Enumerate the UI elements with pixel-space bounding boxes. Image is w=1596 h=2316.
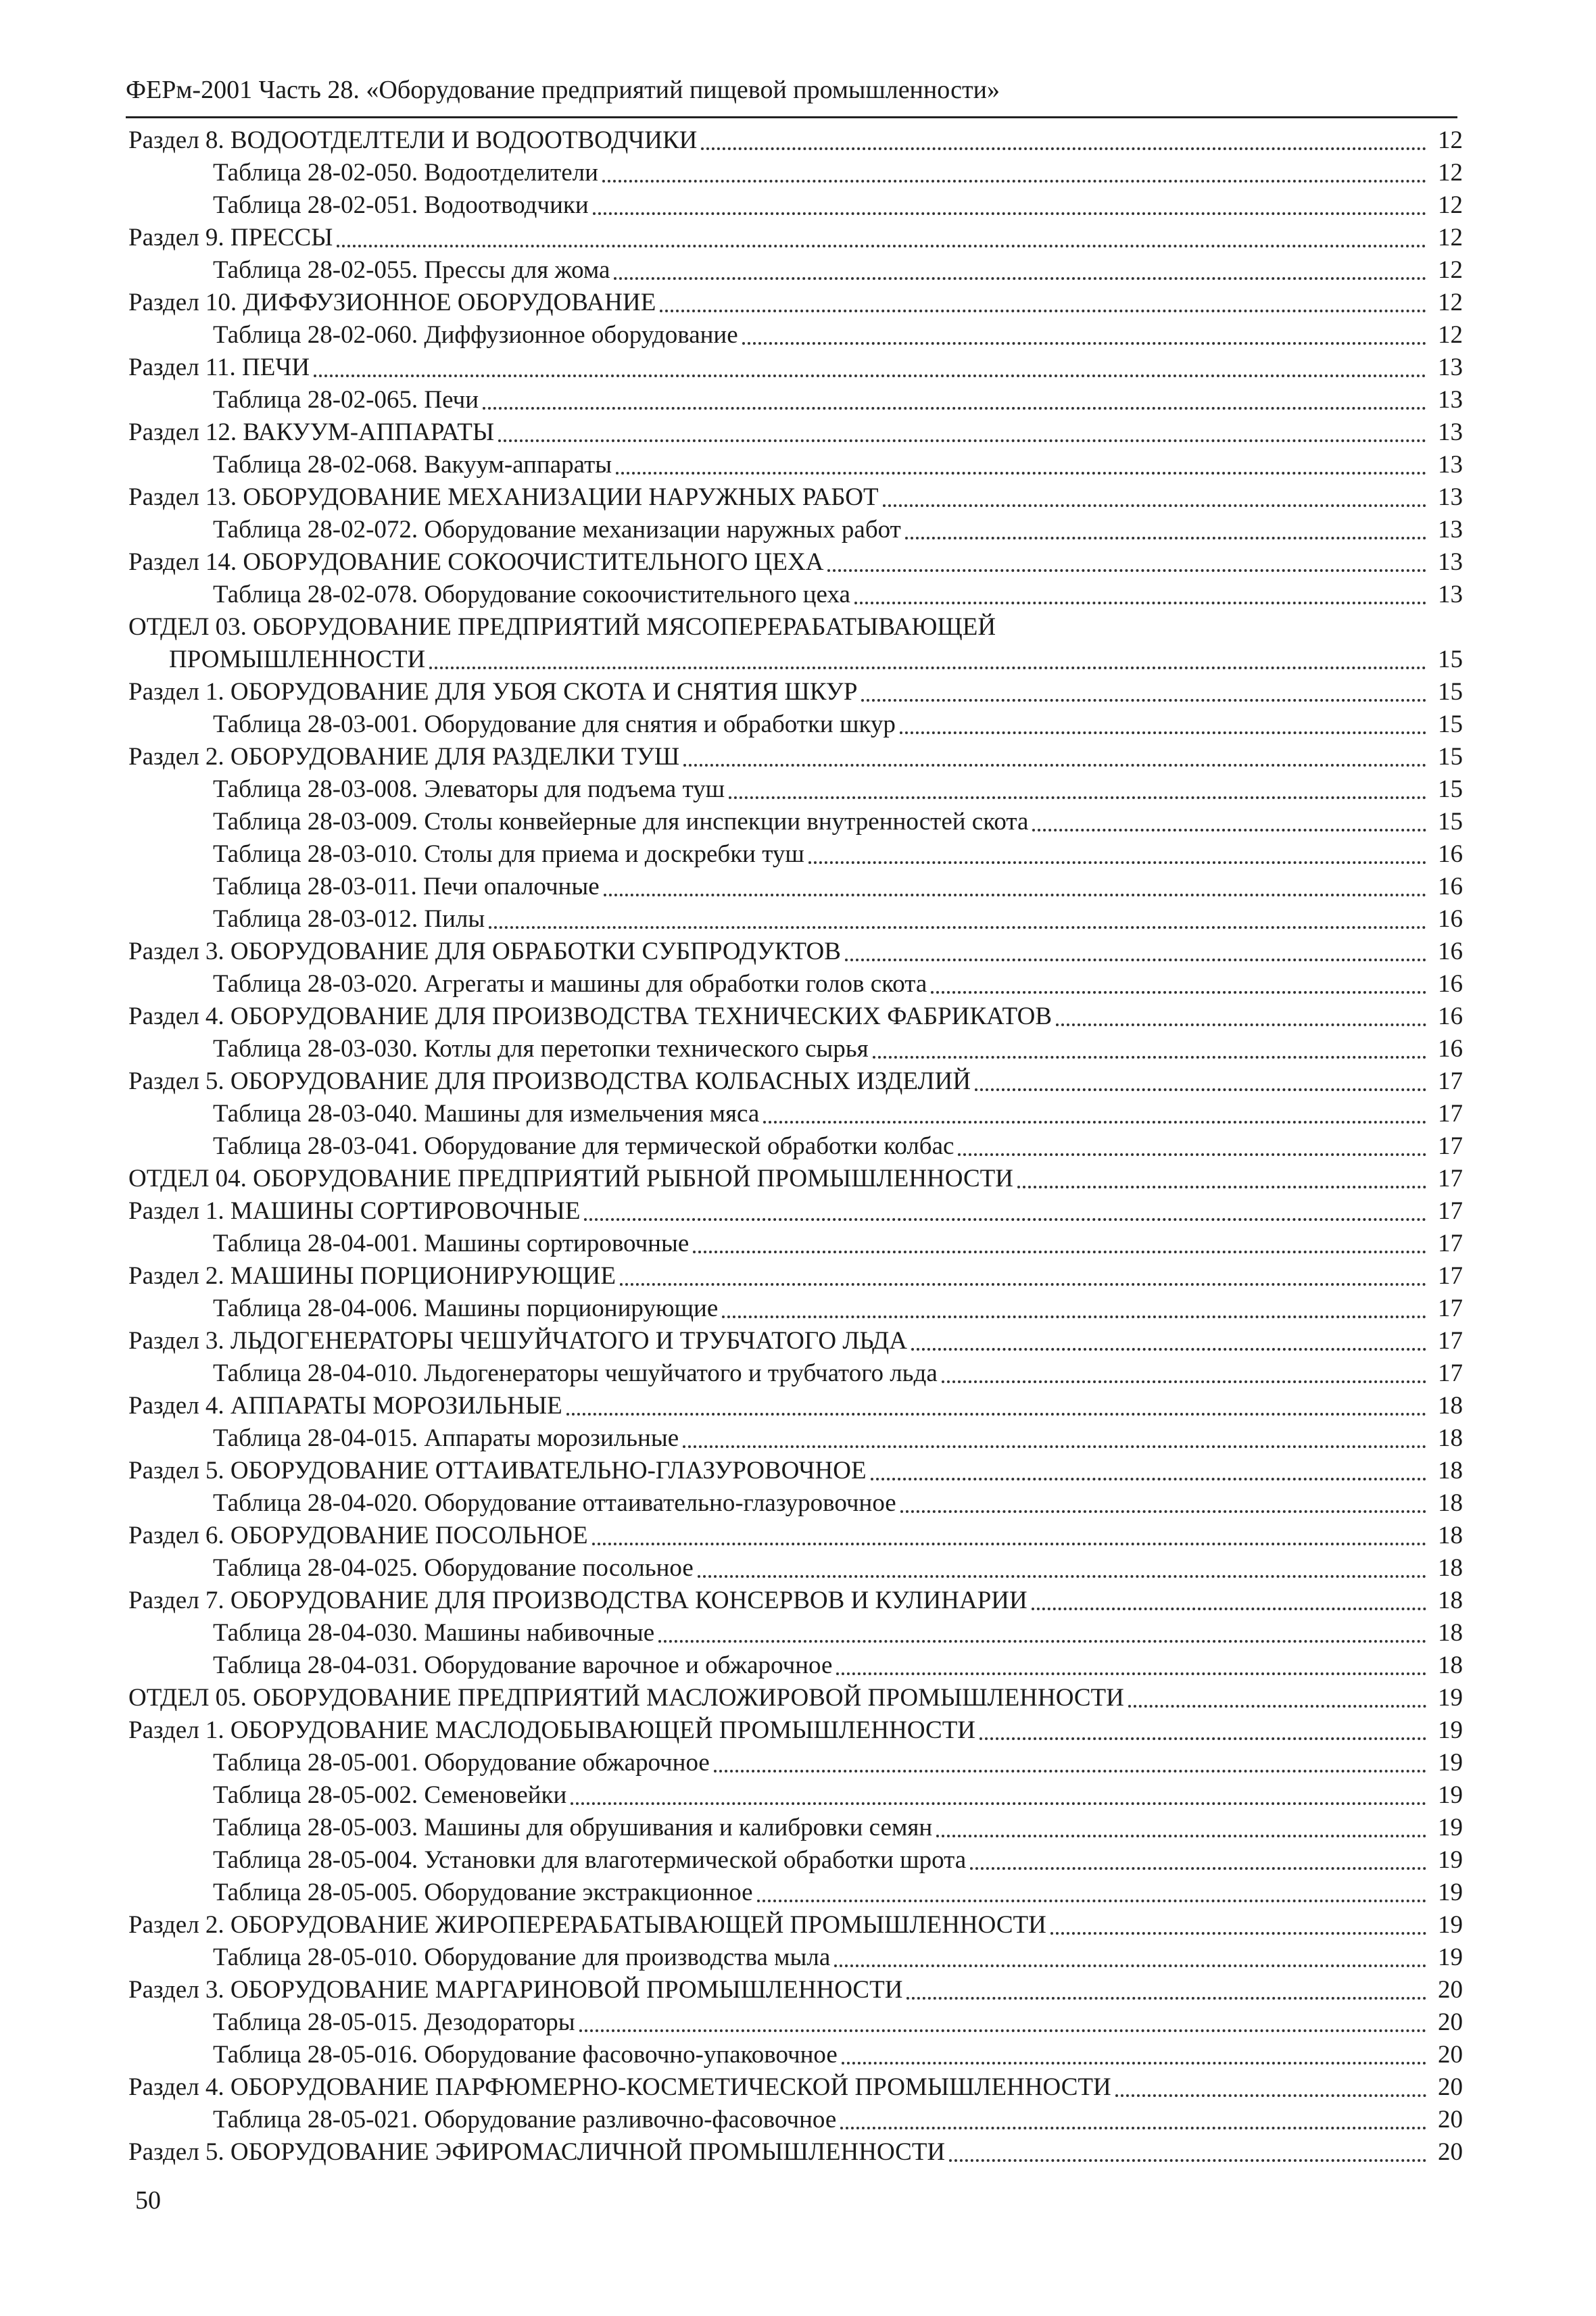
toc-entry-title: Таблица 28-03-040. Машины для измельчения мяса bbox=[213, 1100, 760, 1128]
toc-entry-page: 20 bbox=[1438, 2073, 1463, 2101]
toc-entry-page: 20 bbox=[1438, 1976, 1463, 2004]
dot-leader bbox=[980, 1729, 1426, 1740]
dot-leader bbox=[970, 1859, 1426, 1870]
dot-leader bbox=[854, 594, 1426, 604]
toc-entry-title: Таблица 28-02-060. Диффузионное оборудование bbox=[213, 321, 738, 349]
toc-entry-page: 13 bbox=[1438, 354, 1463, 381]
toc-section bbox=[128, 285, 1463, 318]
toc-entry-title: Таблица 28-02-072. Оборудование механизации наружных работ bbox=[213, 516, 901, 544]
toc-table bbox=[128, 155, 1463, 188]
toc-entry-title: Таблица 28-03-030. Котлы для перетопки технического сырья bbox=[213, 1035, 869, 1063]
toc-entry-title: Раздел 4. ОБОРУДОВАНИЕ ПАРФЮМЕРНО-КОСМЕТИЧЕСКОЙ ПРОМЫШЛЕННОСТИ bbox=[128, 2073, 1111, 2101]
dot-leader bbox=[836, 1664, 1426, 1675]
toc-entry-page: 12 bbox=[1438, 321, 1463, 349]
dot-leader bbox=[757, 1891, 1426, 1902]
toc-table bbox=[128, 1778, 1463, 1810]
toc-entry-page: 20 bbox=[1438, 2138, 1463, 2166]
dot-leader bbox=[936, 1827, 1426, 1837]
dot-leader bbox=[722, 1307, 1426, 1318]
dot-leader bbox=[931, 983, 1426, 994]
toc-entry-page: 13 bbox=[1438, 451, 1463, 479]
toc-table bbox=[128, 1616, 1463, 1648]
dot-leader bbox=[579, 2021, 1426, 2032]
toc-entry-title: Раздел 4. ОБОРУДОВАНИЕ ДЛЯ ПРОИЗВОДСТВА ТЕХНИЧЕСКИХ ФАБРИКАТОВ bbox=[128, 1003, 1053, 1030]
toc-entry-title: Таблица 28-05-001. Оборудование обжарочное bbox=[213, 1749, 710, 1777]
toc-entry-page: 15 bbox=[1438, 743, 1463, 771]
toc-section bbox=[128, 1908, 1463, 1940]
toc-section bbox=[128, 480, 1463, 512]
dot-leader bbox=[571, 1794, 1426, 1805]
toc-entry-title: Таблица 28-05-021. Оборудование разливочно-фасовочное bbox=[213, 2106, 837, 2133]
toc-entry-page: 12 bbox=[1438, 126, 1463, 154]
toc-section bbox=[128, 350, 1463, 383]
toc-entry-page: 12 bbox=[1438, 256, 1463, 284]
toc-entry-title: Таблица 28-03-010. Столы для приема и доскребки туш bbox=[213, 840, 804, 868]
toc-entry-page: 19 bbox=[1438, 1846, 1463, 1874]
dot-leader bbox=[1056, 1015, 1426, 1026]
toc-entry-title: Таблица 28-04-010. Льдогенераторы чешуйчатого и трубчатого льда bbox=[213, 1359, 938, 1387]
toc-entry-title: Таблица 28-03-020. Агрегаты и машины для обработки голов скота bbox=[213, 970, 927, 998]
toc-entry-page: 17 bbox=[1438, 1359, 1463, 1387]
toc-entry-title: Раздел 10. ДИФФУЗИОННОЕ ОБОРУДОВАНИЕ bbox=[128, 289, 656, 316]
toc-table bbox=[128, 772, 1463, 804]
toc-entry-page: 16 bbox=[1438, 840, 1463, 868]
dot-leader bbox=[602, 172, 1426, 183]
toc-entry-title: Раздел 3. ЛЬДОГЕНЕРАТОРЫ ЧЕШУЙЧАТОГО И ТРУБЧАТОГО ЛЬДА bbox=[128, 1327, 907, 1355]
dot-leader bbox=[840, 2119, 1426, 2129]
toc-entry-title: Таблица 28-03-009. Столы конвейерные для инспекции внутренностей скота bbox=[213, 808, 1029, 836]
toc-entry-page: 18 bbox=[1438, 1619, 1463, 1647]
toc-division bbox=[128, 1161, 1463, 1194]
toc-division bbox=[128, 642, 1463, 675]
dot-leader bbox=[616, 464, 1426, 475]
toc-section bbox=[128, 1324, 1463, 1356]
toc-entry-page: 19 bbox=[1438, 1911, 1463, 1939]
dot-leader bbox=[906, 1989, 1426, 2000]
toc-entry-title: Раздел 5. ОБОРУДОВАНИЕ ОТТАИВАТЕЛЬНО-ГЛАЗУРОВОЧНОЕ bbox=[128, 1457, 867, 1485]
toc-table bbox=[128, 1421, 1463, 1453]
toc-entry-title: Таблица 28-03-001. Оборудование для снятия и обработки шкур bbox=[213, 710, 896, 738]
toc-section bbox=[128, 1453, 1463, 1486]
toc-entry-page: 18 bbox=[1438, 1651, 1463, 1679]
toc-entry-page: 20 bbox=[1438, 2008, 1463, 2036]
toc-entry-page: 17 bbox=[1438, 1295, 1463, 1322]
toc-section bbox=[128, 675, 1463, 707]
toc-entry-title: Раздел 8. ВОДООТДЕЛТЕЛИ И ВОДООТВОДЧИКИ bbox=[128, 126, 698, 154]
toc-section bbox=[128, 2070, 1463, 2102]
toc-entry-title: Раздел 6. ОБОРУДОВАНИЕ ПОСОЛЬНОЕ bbox=[128, 1522, 588, 1549]
toc-entry-page: 18 bbox=[1438, 1522, 1463, 1549]
dot-leader bbox=[489, 918, 1426, 929]
dot-leader bbox=[949, 2151, 1426, 2162]
toc-section bbox=[128, 1194, 1463, 1226]
dot-leader bbox=[1115, 2086, 1426, 2097]
toc-entry-page: 15 bbox=[1438, 646, 1463, 673]
dot-leader bbox=[834, 1956, 1426, 1967]
toc-table bbox=[128, 2102, 1463, 2135]
toc-entry-title: Таблица 28-02-051. Водоотводчики bbox=[213, 191, 589, 219]
toc-section bbox=[128, 1389, 1463, 1421]
dot-leader bbox=[1050, 1924, 1426, 1935]
toc-division bbox=[128, 1681, 1463, 1713]
toc-entry-title: Таблица 28-02-068. Вакуум-аппараты bbox=[213, 451, 612, 479]
toc-entry-page: 13 bbox=[1438, 386, 1463, 414]
toc-table bbox=[128, 1356, 1463, 1389]
toc-entry-page: 16 bbox=[1438, 970, 1463, 998]
toc-entry-title: Таблица 28-04-030. Машины набивочные bbox=[213, 1619, 655, 1647]
toc-section bbox=[128, 1583, 1463, 1616]
toc-entry-title: Таблица 28-05-016. Оборудование фасовочно-упаковочное bbox=[213, 2041, 838, 2069]
dot-leader bbox=[658, 1632, 1426, 1643]
dot-leader bbox=[845, 950, 1426, 961]
dot-leader bbox=[1128, 1697, 1426, 1708]
toc-table bbox=[128, 512, 1463, 545]
toc-entry-page: 12 bbox=[1438, 289, 1463, 316]
toc-entry-title: Таблица 28-02-065. Печи bbox=[213, 386, 479, 414]
dot-leader bbox=[900, 1502, 1426, 1513]
running-header: ФЕРм-2001 Часть 28. «Оборудование предприятий пищевой промышленности» bbox=[126, 76, 1000, 104]
dot-leader bbox=[763, 1113, 1426, 1124]
dot-leader bbox=[620, 1275, 1426, 1286]
dot-leader bbox=[827, 561, 1426, 572]
dot-leader bbox=[566, 1405, 1426, 1416]
toc-entry-title: Таблица 28-04-020. Оборудование оттаивательно-глазуровочное bbox=[213, 1489, 896, 1517]
dot-leader bbox=[1032, 1599, 1426, 1610]
toc-entry-page: 20 bbox=[1438, 2041, 1463, 2069]
toc-entry-page: 19 bbox=[1438, 1944, 1463, 1971]
toc-entry-title: Таблица 28-05-015. Дезодораторы bbox=[213, 2008, 575, 2036]
dot-leader bbox=[942, 1372, 1426, 1383]
dot-leader bbox=[842, 2054, 1426, 2065]
dot-leader bbox=[314, 366, 1426, 377]
toc-table bbox=[128, 1486, 1463, 1518]
toc-entry-title: Таблица 28-02-055. Прессы для жома bbox=[213, 256, 610, 284]
toc-entry-page: 17 bbox=[1438, 1327, 1463, 1355]
dot-leader bbox=[429, 658, 1426, 669]
toc-entry-title: Раздел 1. ОБОРУДОВАНИЕ МАСЛОДОБЫВАЮЩЕЙ ПРОМЫШЛЕННОСТИ bbox=[128, 1716, 976, 1744]
toc-entry-title: ОТДЕЛ 04. ОБОРУДОВАНИЕ ПРЕДПРИЯТИЙ РЫБНОЙ ПРОМЫШЛЕННОСТИ bbox=[128, 1165, 1013, 1192]
toc-entry-page: 16 bbox=[1438, 938, 1463, 965]
dot-leader bbox=[660, 301, 1426, 312]
dot-leader bbox=[714, 1762, 1426, 1772]
toc-table bbox=[128, 837, 1463, 869]
toc-section bbox=[128, 1064, 1463, 1096]
toc-entry-page: 18 bbox=[1438, 1554, 1463, 1582]
dot-leader bbox=[1032, 821, 1426, 831]
toc-entry-title: Раздел 1. МАШИНЫ СОРТИРОВОЧНЫЕ bbox=[128, 1197, 581, 1225]
dot-leader bbox=[604, 886, 1426, 896]
toc-entry-title: Раздел 4. АППАРАТЫ МОРОЗИЛЬНЫЕ bbox=[128, 1392, 562, 1420]
toc-entry-title: Таблица 28-03-011. Печи опалочные bbox=[213, 873, 600, 900]
toc-entry-page: 19 bbox=[1438, 1814, 1463, 1841]
toc-entry-page: 13 bbox=[1438, 516, 1463, 544]
dot-leader bbox=[498, 431, 1426, 442]
toc-entry-title: Раздел 14. ОБОРУДОВАНИЕ СОКООЧИСТИТЕЛЬНОГО ЦЕХА bbox=[128, 548, 824, 576]
toc-entry-title: Таблица 28-03-008. Элеваторы для подъема туш bbox=[213, 775, 725, 803]
toc-section bbox=[128, 740, 1463, 772]
toc-table bbox=[128, 188, 1463, 220]
toc-entry-title: Раздел 2. ОБОРУДОВАНИЕ ЖИРОПЕРЕРАБАТЫВАЮЩЕЙ ПРОМЫШЛЕННОСТИ bbox=[128, 1911, 1046, 1939]
toc-section bbox=[128, 999, 1463, 1032]
toc-table bbox=[128, 318, 1463, 350]
toc-entry-title: Таблица 28-02-078. Оборудование сокоочистительного цеха bbox=[213, 581, 850, 608]
toc-entry-title: Таблица 28-05-005. Оборудование экстракционное bbox=[213, 1879, 753, 1906]
toc-entry-title: ОТДЕЛ 03. ОБОРУДОВАНИЕ ПРЕДПРИЯТИЙ МЯСОПЕРЕРАБАТЫВАЮЩЕЙ bbox=[128, 613, 996, 641]
dot-leader bbox=[693, 1243, 1426, 1253]
toc-entry-page: 12 bbox=[1438, 191, 1463, 219]
toc-table bbox=[128, 1745, 1463, 1778]
toc-table bbox=[128, 902, 1463, 934]
toc-entry-title: ПРОМЫШЛЕННОСТИ bbox=[169, 646, 426, 673]
toc-section bbox=[128, 1259, 1463, 1291]
dot-leader bbox=[729, 788, 1426, 799]
dot-leader bbox=[337, 237, 1426, 247]
toc-entry-page: 12 bbox=[1438, 224, 1463, 251]
toc-table bbox=[128, 1810, 1463, 1843]
table-of-contents bbox=[128, 123, 1463, 2167]
toc-entry-page: 16 bbox=[1438, 905, 1463, 933]
toc-table bbox=[128, 253, 1463, 285]
toc-entry-page: 13 bbox=[1438, 581, 1463, 608]
toc-entry-page: 18 bbox=[1438, 1392, 1463, 1420]
toc-entry-page: 12 bbox=[1438, 159, 1463, 187]
toc-table bbox=[128, 383, 1463, 415]
toc-entry-page: 17 bbox=[1438, 1100, 1463, 1128]
header-rule bbox=[126, 116, 1457, 118]
toc-entry-page: 18 bbox=[1438, 1587, 1463, 1614]
toc-entry-title: Раздел 3. ОБОРУДОВАНИЕ ДЛЯ ОБРАБОТКИ СУБПРОДУКТОВ bbox=[128, 938, 841, 965]
toc-entry-page: 15 bbox=[1438, 808, 1463, 836]
toc-section bbox=[128, 1973, 1463, 2005]
toc-entry-title: Таблица 28-03-041. Оборудование для термической обработки колбас bbox=[213, 1132, 954, 1160]
toc-table bbox=[128, 577, 1463, 610]
dot-leader bbox=[742, 334, 1426, 345]
dot-leader bbox=[861, 691, 1426, 702]
toc-entry-page: 15 bbox=[1438, 710, 1463, 738]
toc-section bbox=[128, 545, 1463, 577]
toc-section bbox=[128, 220, 1463, 253]
dot-leader bbox=[871, 1470, 1426, 1480]
toc-entry-page: 15 bbox=[1438, 775, 1463, 803]
toc-table bbox=[128, 869, 1463, 902]
toc-entry-title: Таблица 28-03-012. Пилы bbox=[213, 905, 485, 933]
dot-leader bbox=[883, 496, 1426, 507]
toc-entry-title: Таблица 28-05-004. Установки для влаготермической обработки шрота bbox=[213, 1846, 967, 1874]
toc-entry-page: 15 bbox=[1438, 678, 1463, 706]
toc-entry-page: 17 bbox=[1438, 1132, 1463, 1160]
dot-leader bbox=[1017, 1178, 1426, 1188]
toc-entry-title: Таблица 28-02-050. Водоотделители bbox=[213, 159, 598, 187]
toc-table bbox=[128, 2005, 1463, 2037]
toc-section bbox=[128, 123, 1463, 155]
dot-leader bbox=[698, 1567, 1426, 1578]
dot-leader bbox=[592, 1535, 1426, 1545]
toc-entry-title: Раздел 5. ОБОРУДОВАНИЕ ЭФИРОМАСЛИЧНОЙ ПРОМЫШЛЕННОСТИ bbox=[128, 2138, 946, 2166]
toc-entry-page: 17 bbox=[1438, 1165, 1463, 1192]
toc-table bbox=[128, 1096, 1463, 1129]
toc-table bbox=[128, 1226, 1463, 1259]
toc-section bbox=[128, 1713, 1463, 1745]
toc-table bbox=[128, 448, 1463, 480]
toc-entry-title: Раздел 13. ОБОРУДОВАНИЕ МЕХАНИЗАЦИИ НАРУЖНЫХ РАБОТ bbox=[128, 483, 879, 511]
toc-entry-title: ОТДЕЛ 05. ОБОРУДОВАНИЕ ПРЕДПРИЯТИЙ МАСЛОЖИРОВОЙ ПРОМЫШЛЕННОСТИ bbox=[128, 1684, 1124, 1712]
toc-entry-page: 20 bbox=[1438, 2106, 1463, 2133]
toc-entry-title: Таблица 28-04-031. Оборудование варочное и обжарочное bbox=[213, 1651, 833, 1679]
toc-table bbox=[128, 804, 1463, 837]
toc-entry-page: 16 bbox=[1438, 1035, 1463, 1063]
toc-entry-page: 17 bbox=[1438, 1262, 1463, 1290]
toc-table bbox=[128, 1032, 1463, 1064]
toc-entry-title: Раздел 2. ОБОРУДОВАНИЕ ДЛЯ РАЗДЕЛКИ ТУШ bbox=[128, 743, 680, 771]
dot-leader bbox=[683, 756, 1426, 767]
toc-entry-page: 18 bbox=[1438, 1489, 1463, 1517]
toc-entry-page: 16 bbox=[1438, 873, 1463, 900]
toc-entry-page: 13 bbox=[1438, 548, 1463, 576]
toc-entry-title: Раздел 7. ОБОРУДОВАНИЕ ДЛЯ ПРОИЗВОДСТВА КОНСЕРВОВ И КУЛИНАРИИ bbox=[128, 1587, 1027, 1614]
toc-entry-page: 17 bbox=[1438, 1197, 1463, 1225]
toc-table bbox=[128, 707, 1463, 740]
toc-table bbox=[128, 967, 1463, 999]
toc-entry-title: Раздел 5. ОБОРУДОВАНИЕ ДЛЯ ПРОИЗВОДСТВА КОЛБАСНЫХ ИЗДЕЛИЙ bbox=[128, 1067, 971, 1095]
toc-entry-page: 13 bbox=[1438, 418, 1463, 446]
toc-entry-title: Раздел 11. ПЕЧИ bbox=[128, 354, 310, 381]
toc-entry-page: 13 bbox=[1438, 483, 1463, 511]
dot-leader bbox=[873, 1048, 1426, 1059]
toc-entry-title: Раздел 12. ВАКУУМ-АППАРАТЫ bbox=[128, 418, 495, 446]
toc-table bbox=[128, 1551, 1463, 1583]
toc-entry-page: 16 bbox=[1438, 1003, 1463, 1030]
toc-entry-title: Таблица 28-05-003. Машины для обрушивания и калибровки семян bbox=[213, 1814, 933, 1841]
toc-entry-title: Раздел 9. ПРЕССЫ bbox=[128, 224, 333, 251]
dot-leader bbox=[593, 204, 1426, 215]
toc-section bbox=[128, 1518, 1463, 1551]
toc-entry-title: Таблица 28-05-002. Семеновейки bbox=[213, 1781, 567, 1809]
toc-entry-page: 19 bbox=[1438, 1749, 1463, 1777]
toc-table bbox=[128, 1648, 1463, 1681]
dot-leader bbox=[900, 723, 1426, 734]
toc-entry-page: 19 bbox=[1438, 1879, 1463, 1906]
dot-leader bbox=[584, 1210, 1426, 1221]
toc-entry-page: 19 bbox=[1438, 1716, 1463, 1744]
toc-entry-page: 18 bbox=[1438, 1424, 1463, 1452]
toc-entry-title: Таблица 28-04-001. Машины сортировочные bbox=[213, 1230, 690, 1257]
toc-section bbox=[128, 415, 1463, 448]
toc-entry-title: Раздел 3. ОБОРУДОВАНИЕ МАРГАРИНОВОЙ ПРОМЫШЛЕННОСТИ bbox=[128, 1976, 903, 2004]
toc-entry-page: 18 bbox=[1438, 1457, 1463, 1485]
toc-table bbox=[128, 1940, 1463, 1973]
dot-leader bbox=[958, 1145, 1426, 1156]
toc-section bbox=[128, 2135, 1463, 2167]
toc-table bbox=[128, 1291, 1463, 1324]
toc-entry-title: Таблица 28-04-025. Оборудование посольное bbox=[213, 1554, 694, 1582]
toc-table bbox=[128, 1875, 1463, 1908]
toc-entry-page: 17 bbox=[1438, 1230, 1463, 1257]
dot-leader bbox=[905, 529, 1426, 539]
toc-division bbox=[128, 610, 1463, 642]
toc-entry-title: Раздел 1. ОБОРУДОВАНИЕ ДЛЯ УБОЯ СКОТА И СНЯТИЯ ШКУР bbox=[128, 678, 858, 706]
dot-leader bbox=[701, 139, 1426, 150]
toc-table bbox=[128, 2037, 1463, 2070]
toc-entry-title: Таблица 28-04-006. Машины порционирующие bbox=[213, 1295, 719, 1322]
dot-leader bbox=[911, 1340, 1426, 1351]
toc-entry-title: Таблица 28-04-015. Аппараты морозильные bbox=[213, 1424, 679, 1452]
dot-leader bbox=[483, 399, 1426, 410]
toc-entry-page: 19 bbox=[1438, 1684, 1463, 1712]
toc-table bbox=[128, 1843, 1463, 1875]
dot-leader bbox=[614, 269, 1426, 280]
toc-table bbox=[128, 1129, 1463, 1161]
toc-entry-page: 17 bbox=[1438, 1067, 1463, 1095]
dot-leader bbox=[975, 1080, 1426, 1091]
toc-entry-title: Раздел 2. МАШИНЫ ПОРЦИОНИРУЮЩИЕ bbox=[128, 1262, 616, 1290]
toc-entry-page: 19 bbox=[1438, 1781, 1463, 1809]
toc-entry-title: Таблица 28-05-010. Оборудование для производства мыла bbox=[213, 1944, 831, 1971]
dot-leader bbox=[808, 853, 1426, 864]
page-number: 50 bbox=[135, 2186, 161, 2215]
toc-section bbox=[128, 934, 1463, 967]
dot-leader bbox=[683, 1437, 1426, 1448]
